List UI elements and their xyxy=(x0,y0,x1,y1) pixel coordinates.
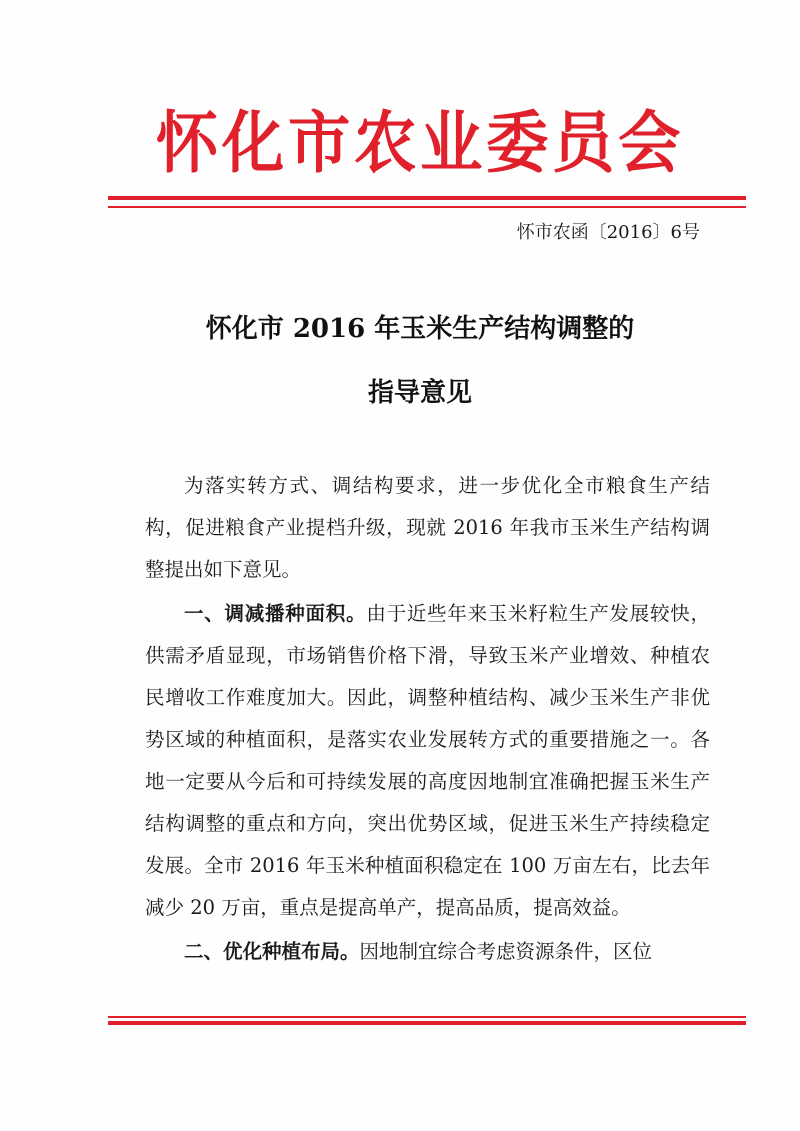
section-2-heading: 二、优化种植布局。 xyxy=(184,940,360,963)
header-red-rule-thick xyxy=(108,196,746,200)
footer-red-rule-thick xyxy=(108,1021,746,1025)
document-title-line-1: 怀化市 2016 年玉米生产结构调整的 xyxy=(205,314,635,344)
header-red-rule-thin xyxy=(108,206,746,208)
document-title-line-2: 指导意见 xyxy=(367,378,472,408)
section-1-heading: 一、调减播种面积。 xyxy=(184,602,367,625)
section-2-text: 因地制宜综合考虑资源条件，区位 xyxy=(359,940,653,963)
section-1-paragraph xyxy=(145,593,710,929)
section-1-text: 由于近些年来玉米籽粒生产发展较快，供需矛盾显现，市场销售价格下滑，导致玉米产业增效、种植农民增收工作难度加大。因此，调整种植结构、减少玉米生产非优势区域的种植面积，是落实农业发展转方式的重要措施之一。各地一定要从今后和可持续发展的高度因地制宜准确把握玉米生产结构调整的重点和方向，突出优势区域，促进玉米生产持续稳定发展。全市 2016 年玉米种植面积稳定在 100 万亩左右，比去年减少 20 万亩，重点是提高单产，提高品质，提高效益。 xyxy=(145,602,710,919)
section-2-paragraph xyxy=(145,931,710,973)
document-body xyxy=(145,465,710,973)
issuing-organization-header: 怀化市农业委员会 xyxy=(155,104,685,182)
intro-paragraph: 为落实转方式、调结构要求，进一步优化全市粮食生产结构，促进粮食产业提档升级，现就 2016 年我市玉米生产结构调整提出如下意见。 xyxy=(145,474,710,581)
document-number: 怀市农函〔2016〕6号 xyxy=(516,222,700,243)
footer-red-rule-thin xyxy=(108,1016,746,1018)
